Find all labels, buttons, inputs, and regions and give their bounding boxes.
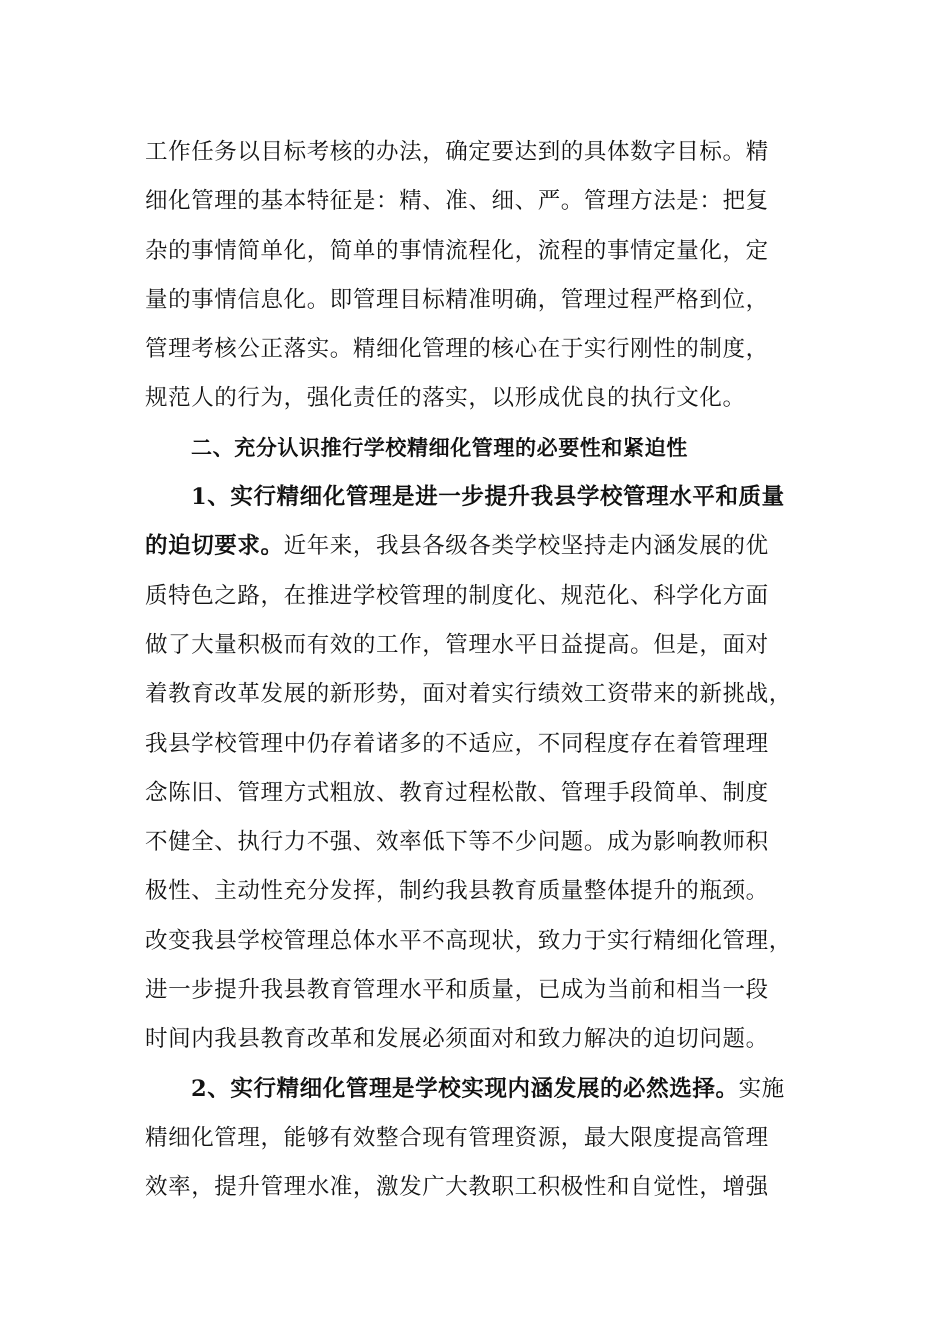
paragraph-line: 我县学校管理中仍存着诸多的不适应，不同程度存在着管理理 bbox=[145, 730, 769, 757]
paragraph-line: 进一步提升我县教育管理水平和质量，已成为当前和相当一段 bbox=[145, 977, 769, 1004]
point2-title: 2、实行精细化管理是学校实现内涵发展的必然选择。 bbox=[191, 1075, 739, 1102]
section-heading: 二、充分认识推行学校精细化管理的必要性和紧迫性 bbox=[191, 435, 688, 460]
paragraph-line: 管理考核公正落实。精细化管理的核心在于实行刚性的制度， bbox=[145, 336, 769, 363]
point1-title-line2 bbox=[145, 522, 805, 571]
paragraph-line: 念陈旧、管理方式粗放、教育过程松散、管理手段简单、制度 bbox=[145, 779, 769, 806]
paragraph-line: 时间内我县教育改革和发展必须面对和致力解决的迫切问题。 bbox=[145, 1026, 769, 1053]
document-body bbox=[145, 128, 805, 1213]
paragraph-line: 质特色之路，在推进学校管理的制度化、规范化、科学化方面 bbox=[145, 582, 769, 609]
point1-title-line1: 1、实行精细化管理是进一步提升我县学校管理水平和质量 bbox=[191, 484, 785, 511]
paragraph-line: 做了大量积极而有效的工作，管理水平日益提高。但是，面对 bbox=[145, 631, 769, 658]
paragraph-line: 着教育改革发展的新形势，面对着实行绩效工资带来的新挑战， bbox=[145, 681, 792, 708]
point1-title-end: 的迫切要求。 bbox=[145, 533, 284, 560]
paragraph-line: 杂的事情简单化，简单的事情流程化，流程的事情定量化，定 bbox=[145, 237, 769, 264]
paragraph-line: 极性、主动性充分发挥，制约我县教育质量整体提升的瓶颈。 bbox=[145, 878, 769, 905]
paragraph-line: 细化管理的基本特征是：精、准、细、严。管理方法是：把复 bbox=[145, 188, 769, 215]
point1-text-start: 近年来，我县各级各类学校坚持走内涵发展的优 bbox=[283, 533, 769, 560]
paragraph-line: 改变我县学校管理总体水平不高现状，致力于实行精细化管理， bbox=[145, 927, 792, 954]
paragraph-line: 工作任务以目标考核的办法，确定要达到的具体数字目标。精 bbox=[145, 139, 769, 165]
paragraph-line: 效率，提升管理水准，激发广大教职工积极性和自觉性，增强 bbox=[145, 1174, 769, 1201]
point2-title-line bbox=[145, 1065, 805, 1114]
paragraph-line: 规范人的行为，强化责任的落实，以形成优良的执行文化。 bbox=[145, 385, 746, 412]
point2-text-start: 实施 bbox=[738, 1075, 785, 1102]
paragraph-line: 量的事情信息化。即管理目标精准明确，管理过程严格到位， bbox=[145, 286, 769, 313]
paragraph-line: 精细化管理，能够有效整合现有管理资源，最大限度提高管理 bbox=[145, 1124, 769, 1151]
paragraph-line: 不健全、执行力不强、效率低下等不少问题。成为影响教师积 bbox=[145, 829, 769, 856]
